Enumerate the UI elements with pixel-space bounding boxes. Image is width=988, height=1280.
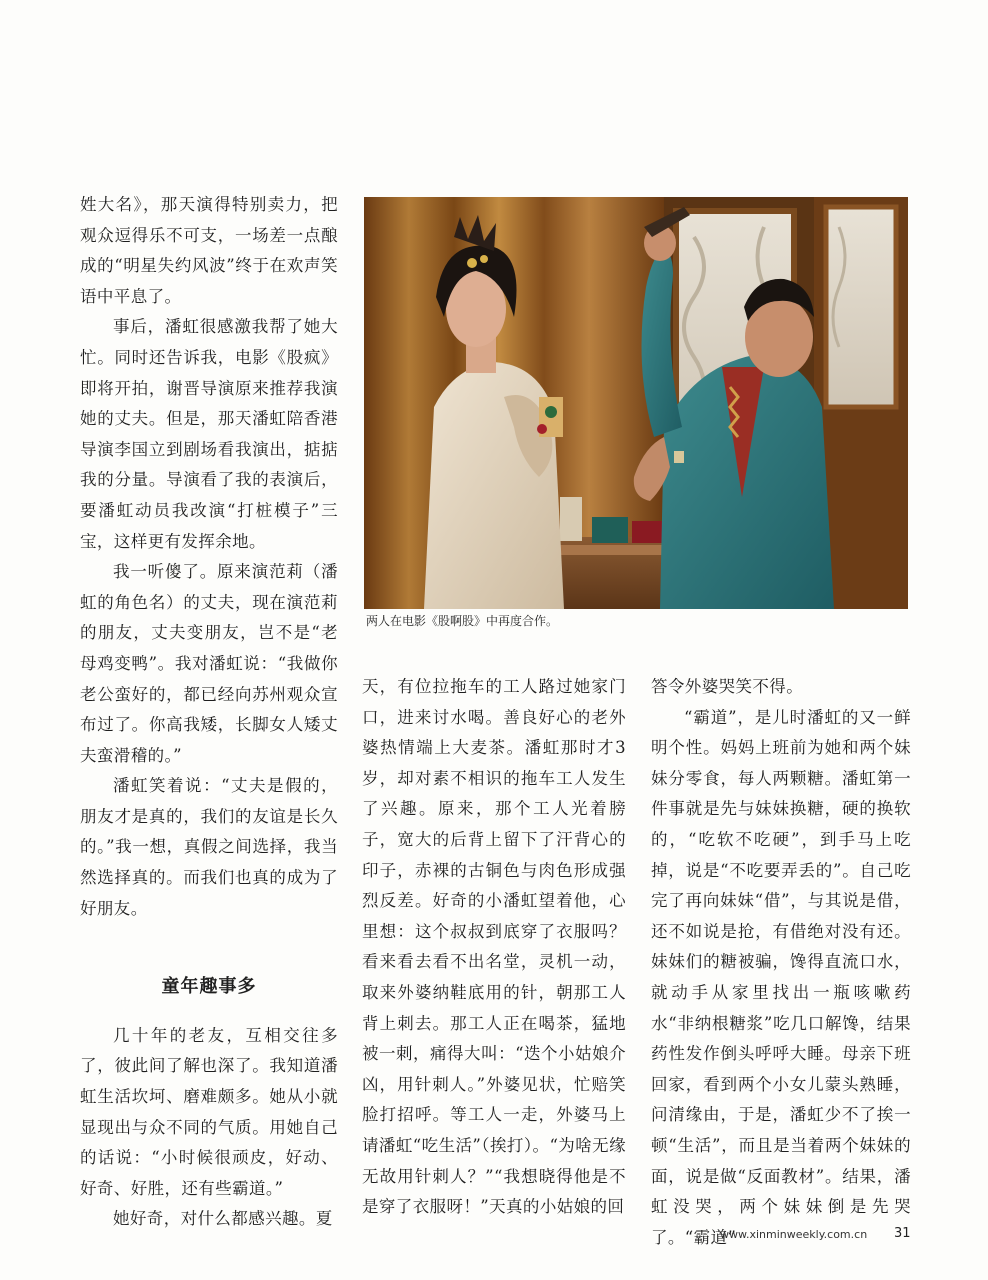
paragraph: 潘虹笑着说：“丈夫是假的，朋友才是真的，我们的友谊是长久的。”我一想，真假之间选择，我当然选择真的。而我们也真的成为了好朋友。 bbox=[80, 776, 338, 918]
section-heading: 童年趣事多 bbox=[161, 976, 257, 998]
article-column-1 bbox=[80, 190, 338, 1235]
page-number: 31 bbox=[894, 1226, 911, 1241]
paragraph: 几十年的老友，互相交往多了，彼此间了解也深了。我知道潘虹生活坎坷、磨难颇多。她从小就显现出与众不同的气质。用她自己的话说：“小时候很顽皮，好动、好奇、好胜，还有些霸道。” bbox=[80, 1025, 338, 1198]
paragraph: “霸道”，是儿时潘虹的又一鲜明个性。妈妈上班前为她和两个妹妹分零食，每人两颗糖。潘虹第一件事就是先与妹妹换糖，硬的换软的，“吃软不吃硬”，到手马上吃掉，说是“不吃要弄丢的”。自己吃完了再向妹妹“借”，与其说是借，还不如说是抢，有借绝对没有还。妹妹们的糖被骗，馋得直流口水，就动手从家里找出一瓶咳嗽药水“非纳根糖浆”吃几口解馋，结果药性发作倒头呼呼大睡。母亲下班回家，看到两个小女儿蒙头熟睡，问清缘由，于是，潘虹少不了挨一顿“生活”，而且是当着两个妹妹的面，说是做“反面教材”。结果，潘虹没哭，两个妹妹倒是先哭了。“霸道” bbox=[651, 707, 911, 1247]
paragraph: 事后，潘虹很感激我帮了她大忙。同时还告诉我，电影《股疯》即将开拍，谢晋导演原来推荐我演她的丈夫。但是，那天潘虹陪香港导演李国立到剧场看我演出，掂掂我的分量。导演看了我的表演后，要潘虹动员我改演“打桩模子”三宝，这样更有发挥余地。 bbox=[80, 317, 338, 551]
photo-caption: 两人在电影《股啊股》中再度合作。 bbox=[366, 614, 559, 628]
article-column-3 bbox=[651, 672, 911, 1253]
article-column-2 bbox=[362, 672, 626, 1223]
paragraph: 姓大名》，那天演得特别卖力，把观众逗得乐不可支，一场差一点酿成的“明星失约风波”终于在欢声笑语中平息了。 bbox=[80, 195, 338, 306]
paragraph: 我一听傻了。原来演范莉（潘虹的角色名）的丈夫，现在演范莉的朋友，丈夫变朋友，岂不是“老母鸡变鸭”。我对潘虹说：“我做你老公蛮好的，都已经向苏州观众宣布过了。你高我矮，长脚女人矮丈夫蛮滑稽的。” bbox=[80, 562, 338, 765]
paragraph: 答令外婆哭笑不得。 bbox=[651, 677, 804, 696]
paragraph: 她好奇，对什么都感兴趣。夏 bbox=[113, 1209, 333, 1229]
paragraph: 天，有位拉拖车的工人路过她家门口，进来讨水喝。善良好心的老外婆热情端上大麦茶。潘虹那时才3岁，却对素不相识的拖车工人发生了兴趣。原来，那个工人光着膀子，宽大的后背上留下了汗背心的印子，赤裸的古铜色与肉色形成强烈反差。好奇的小潘虹望着他，心里想：这个叔叔到底穿了衣服吗？看来看去看不出名堂，灵机一动，取来外婆纳鞋底用的针，朝那工人背上刺去。那工人正在喝茶，猛地被一刺，痛得大叫：“迭个小姑娘介凶，用针刺人。”外婆见状，忙赔笑脸打招呼。等工人一走，外婆马上请潘虹“吃生活”（挨打）。“为啥无缘无故用针刺人？”“我想晓得他是不是穿了衣服呀！”天真的小姑娘的回 bbox=[362, 677, 626, 1217]
film-still-photo bbox=[364, 197, 908, 609]
footer-url: www.xinminweekly.com.cn bbox=[720, 1228, 868, 1241]
